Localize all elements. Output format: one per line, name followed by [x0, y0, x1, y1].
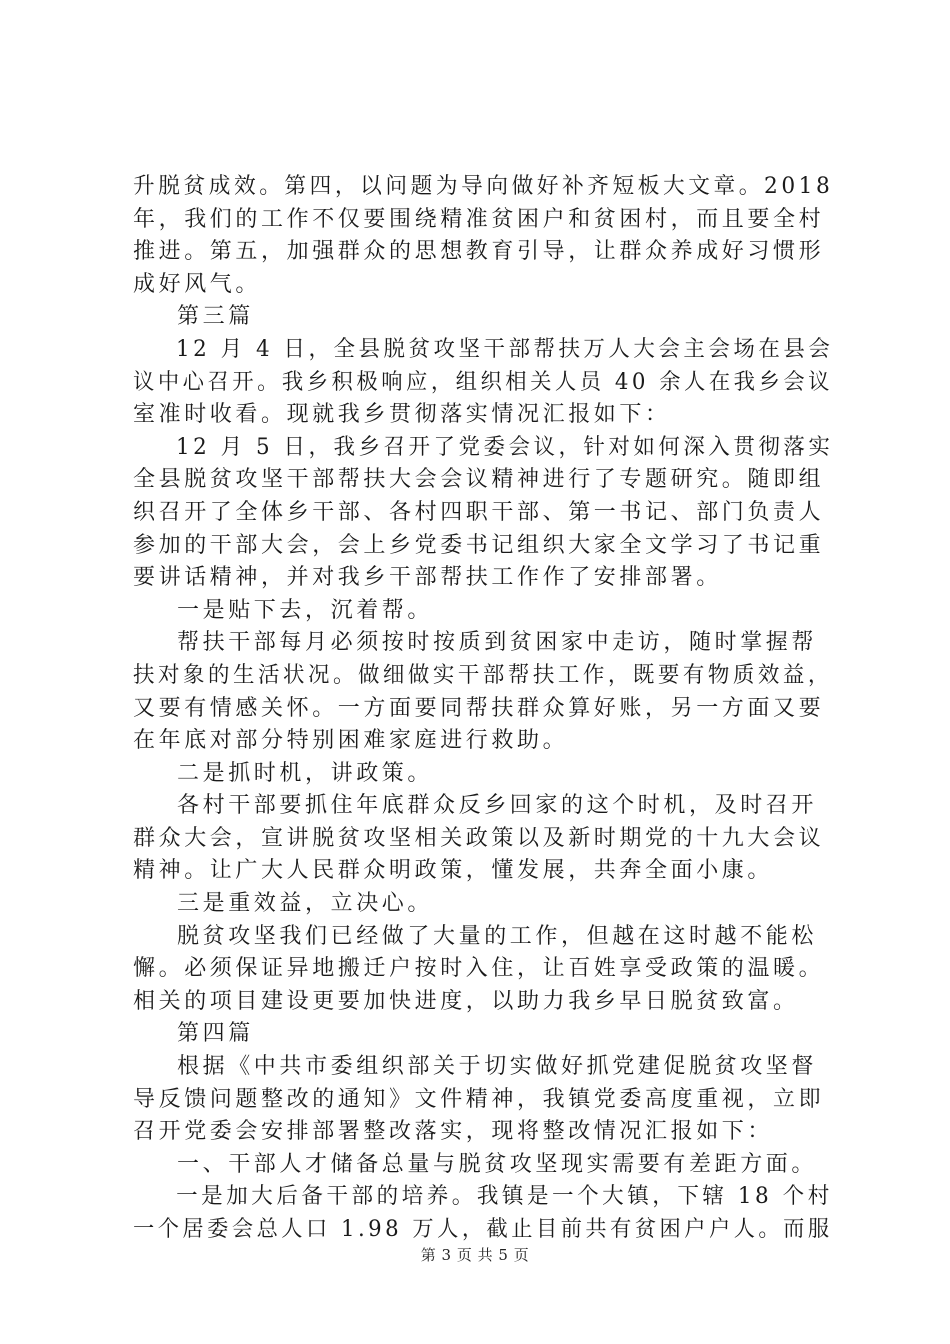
text-line: 要讲话精神，并对我乡干部帮扶工作作了安排部署。	[133, 565, 722, 591]
text-line: 年，我们的工作不仅要围绕精准贫困户和贫困村，而且要全村	[133, 206, 825, 232]
text-line: 12 月 5 日，我乡召开了党委会议，针对如何深入贯彻落实	[175, 434, 834, 460]
text-line: 第四篇	[177, 1021, 254, 1047]
text-line: 群众大会，宣讲脱贫攻坚相关政策以及新时期党的十九大会议	[133, 825, 825, 851]
text-line: 全县脱贫攻坚干部帮扶大会会议精神进行了专题研究。随即组	[133, 467, 825, 493]
document-body	[133, 171, 833, 1247]
text-line: 参加的干部大会，会上乡党委书记组织大家全文学习了书记重	[133, 532, 825, 558]
page-footer: 第 3 页 共 5 页	[420, 1246, 530, 1264]
text-line: 三是重效益，立决心。	[177, 891, 434, 917]
text-line: 织召开了全体乡干部、各村四职干部、第一书记、部门负责人	[133, 499, 825, 525]
text-line: 室准时收看。现就我乡贯彻落实情况汇报如下：	[133, 402, 671, 428]
text-line: 12 月 4 日，全县脱贫攻坚干部帮扶万人大会主会场在县会	[175, 336, 834, 362]
text-line: 议中心召开。我乡积极响应，组织相关人员 40 余人在我乡会议	[133, 369, 833, 395]
text-line: 各村干部要抓住年底群众反乡回家的这个时机，及时召开	[177, 793, 818, 819]
text-line: 推进。第五，加强群众的思想教育引导，让群众养成好习惯形	[133, 239, 825, 265]
text-line: 脱贫攻坚我们已经做了大量的工作，但越在这时越不能松	[177, 923, 818, 949]
text-line: 一、干部人才储备总量与脱贫攻坚现实需要有差距方面。	[177, 1151, 818, 1177]
text-line: 相关的项目建设更要加快进度，以助力我乡早日脱贫致富。	[133, 988, 799, 1014]
text-line: 懈。必须保证异地搬迁户按时入住，让百姓享受政策的温暖。	[133, 956, 825, 982]
text-line: 在年底对部分特别困难家庭进行救助。	[133, 728, 569, 754]
text-line: 一个居委会总人口 1.98 万人，截止目前共有贫困户户人。而服	[133, 1217, 833, 1242]
text-line: 一是加大后备干部的培养。我镇是一个大镇，下辖 18 个村	[176, 1184, 833, 1210]
text-line: 根据《中共市委组织部关于切实做好抓党建促脱贫攻坚督	[177, 1054, 818, 1080]
text-line: 精神。让广大人民群众明政策，懂发展，共奔全面小康。	[133, 858, 774, 884]
text-line: 又要有情感关怀。一方面要同帮扶群众算好账，另一方面又要	[133, 695, 825, 721]
text-line: 一是贴下去，沉着帮。	[177, 597, 434, 623]
text-line: 扶对象的生活状况。做细做实干部帮扶工作，既要有物质效益，	[133, 662, 833, 688]
text-line: 导反馈问题整改的通知》文件精神，我镇党委高度重视，立即	[133, 1086, 825, 1112]
text-line: 二是抓时机，讲政策。	[177, 760, 434, 786]
text-line: 成好风气。	[133, 271, 262, 297]
text-line: 第三篇	[177, 304, 254, 330]
text-line: 升脱贫成效。第四，以问题为导向做好补齐短板大文章。2018	[133, 174, 834, 199]
text-line: 召开党委会安排部署整改落实，现将整改情况汇报如下：	[133, 1119, 774, 1145]
text-line: 帮扶干部每月必须按时按质到贫困家中走访，随时掌握帮	[177, 630, 818, 656]
